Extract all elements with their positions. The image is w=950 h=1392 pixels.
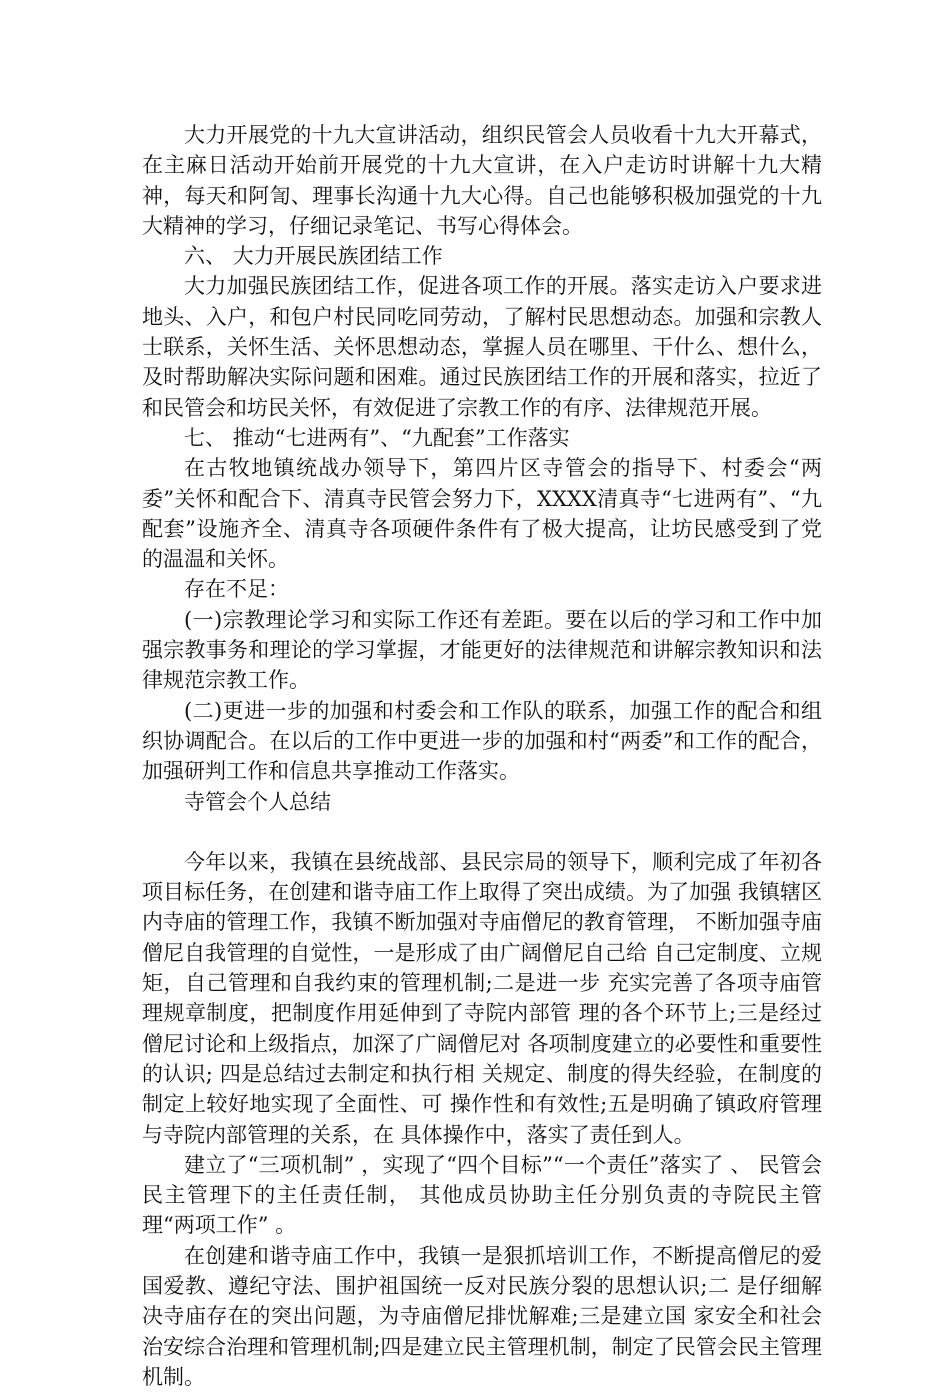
paragraph: 大力加强民族团结工作，促进各项工作的开展。落实走访入户要求进地头、入户，和包户村民同吃同劳动，了解村民思想动态。加强和宗教人士联系，关怀生活、关怀思想动态，掌握人员在哪里、干什么、想什么，及时帮助解决实际问题和困难。通过民族团结工作的开展和落实，拉近了和民管会和坊民关怀，有效促进了宗教工作的有序、法律规范开展。 (142, 274, 822, 420)
paragraph: (一)宗教理论学习和实际工作还有差距。要在以后的学习和工作中加强宗教事务和理论的学习掌握，才能更好的法律规范和讲解宗教知识和法律规范宗教工作。 (142, 607, 822, 693)
paragraph: 大力开展党的十九大宣讲活动，组织民管会人员收看十九大开幕式，在主麻日活动开始前开展党的十九大宣讲，在入户走访时讲解十九大精神，每天和阿訇、理事长沟通十九大心得。自己也能够积极加强党的十九大精神的学习，仔细记录笔记、书写心得体会。 (142, 123, 822, 238)
paragraph: (二)更进一步的加强和村委会和工作队的联系，加强工作的配合和组织协调配合。在以后的工作中更进一步的加强和村“两委”和工作的配合，加强研判工作和信息共享推动工作落实。 (142, 698, 822, 784)
section-heading: 六、 大力开展民族团结工作 (184, 244, 443, 269)
paragraph: 在创建和谐寺庙工作中，我镇一是狠抓培训工作，不断提高僧尼的爱国爱教、遵纪守法、围护祖国统一反对民族分裂的思想认识;二 是仔细解决寺庙存在的突出问题，为寺庙僧尼排忧解难;三是建立国 家安全和社会治安综合治理和管理机制;四是建立民主管理机制，制定了民管会民主管理机制。 (142, 1243, 822, 1389)
paragraph: 在古牧地镇统战办领导下，第四片区寺管会的指导下、村委会“两委”关怀和配合下、清真寺民管会努力下，XXXX清真寺“七进两有”、“九配套”设施齐全、清真寺各项硬件条件有了极大提高，让坊民感受到了党的温温和关怀。 (142, 456, 822, 572)
section-heading: 存在不足： (184, 577, 289, 602)
paragraph: 建立了“三项机制” ，实现了“四个目标”“一个责任”落实了 、 民管会民主管理下的主任责任制， 其他成员协助主任分别负责的寺院民主管理“两项工作” 。 (142, 1152, 822, 1238)
paragraph: 今年以来，我镇在县统战部、县民宗局的领导下，顺利完成了年初各项目标任务，在创建和谐寺庙工作上取得了突出成绩。为了加强 我镇辖区内寺庙的管理工作，我镇不断加强对寺庙僧尼的教育管理， 不断加强寺庙僧尼自我管理的自觉性，一是形成了由广阔僧尼自己给 自己定制度、立规矩，自己管理和自我约束的管理机制;二是进一步 充实完善了各项寺庙管理规章制度，把制度作用延伸到了寺院内部管 理的各个环节上;三是经过僧尼讨论和上级指点，加深了广阔僧尼对 各项制度建立的必要性和重要性的认识; 四是总结过去制定和执行相 关规定、制度的得失经验，在制度的制定上较好地实现了全面性、可 操作性和有效性;五是明确了镇政府管理与寺院内部管理的关系，在 具体操作中，落实了责任到人。 (142, 849, 822, 1147)
document-body (142, 120, 822, 1392)
section-heading: 七、 推动“七进两有”、“九配套”工作落实 (184, 425, 570, 450)
blank-line (142, 817, 822, 847)
section-title: 寺管会个人总结 (184, 789, 331, 814)
